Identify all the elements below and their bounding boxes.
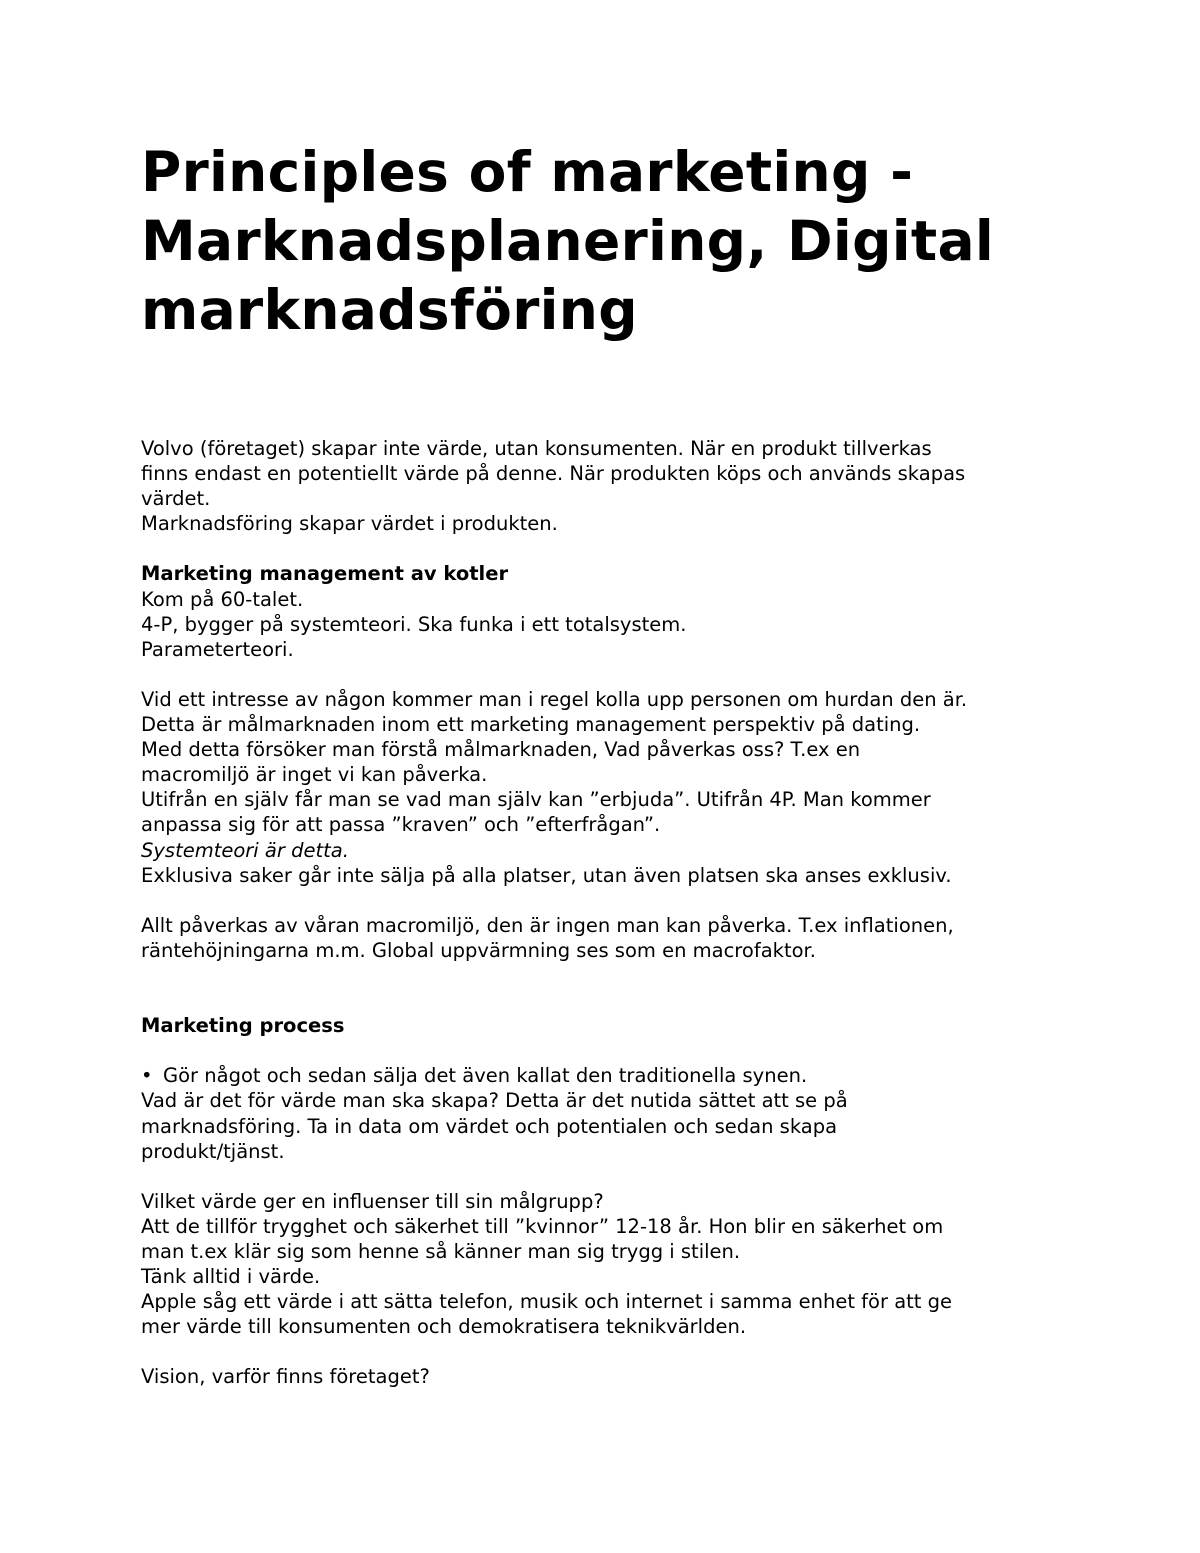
paragraph-line: Detta är målmarknaden inom ett marketing management perspektiv på dating.: [141, 713, 921, 737]
document-title: [141, 138, 1101, 345]
title-line-2: Marknadsplanering, Digital: [141, 209, 995, 273]
section-heading-marketing-process: Marketing process: [141, 1014, 345, 1038]
intro-line: finns endast en potentiellt värde på denne. När produkten köps och används skapas: [141, 462, 966, 486]
paragraph-line: Vid ett intresse av någon kommer man i regel kolla upp personen om hurdan den är.: [141, 687, 968, 711]
paragraph-line: anpassa sig för att passa ”kraven” och ”efterfrågan”.: [141, 813, 661, 837]
title-line-1: Principles of marketing -: [141, 140, 914, 204]
paragraph-line: Apple såg ett värde i att sätta telefon, musik och internet i samma enhet för att ge: [141, 1290, 953, 1314]
spacer: [141, 1339, 1101, 1364]
spacer: [141, 963, 1101, 988]
paragraph-line: Vad är det för värde man ska skapa? Detta är det nutida sättet att se på: [141, 1089, 848, 1113]
spacer: [141, 662, 1101, 687]
intro-paragraph: [141, 436, 1101, 536]
paragraph-line: Exklusiva saker går inte sälja på alla platser, utan även platsen ska anses exklusiv.: [141, 863, 952, 887]
paragraph-line: Kom på 60-talet.: [141, 587, 304, 611]
paragraph-line: Utifrån en själv får man se vad man själv kan ”erbjuda”. Utifrån 4P. Man kommer: [141, 788, 931, 812]
spacer: [141, 536, 1101, 561]
intro-line: värdet.: [141, 487, 211, 511]
paragraph-line: 4-P, bygger på systemteori. Ska funka i ett totalsystem.: [141, 612, 687, 636]
intro-line: Volvo (företaget) skapar inte värde, utan konsumenten. När en produkt tillverkas: [141, 437, 932, 460]
section-heading-marketing-management: Marketing management av kotler: [141, 562, 509, 586]
paragraph-line: Att de tillför trygghet och säkerhet till ”kvinnor” 12-18 år. Hon blir en säkerhet om: [141, 1214, 944, 1238]
bullet-icon: •: [141, 1064, 153, 1088]
spacer: [141, 988, 1101, 1013]
paragraph-line: räntehöjningarna m.m. Global uppvärmning ses som en macrofaktor.: [141, 938, 816, 962]
paragraph-line: Vilket värde ger en influenser till sin målgrupp?: [141, 1189, 604, 1213]
paragraph-line: Allt påverkas av våran macromiljö, den är ingen man kan påverka. T.ex inflationen,: [141, 913, 954, 937]
intro-line: Marknadsföring skapar värdet i produkten.: [141, 512, 558, 536]
paragraph-line: Med detta försöker man förstå målmarknaden, Vad påverkas oss? T.ex en: [141, 738, 861, 762]
paragraph-line: man t.ex klär sig som henne så känner man sig trygg i stilen.: [141, 1240, 741, 1263]
paragraph-line: produkt/tjänst.: [141, 1139, 285, 1163]
spacer: [141, 888, 1101, 913]
spacer: [141, 1164, 1101, 1189]
document-body: [141, 436, 1101, 1390]
paragraph-line: Vision, varför finns företaget?: [141, 1365, 430, 1389]
italic-line: Systemteori är detta.: [141, 838, 349, 862]
bullet-text: Gör något och sedan sälja det även kallat den traditionella synen.: [163, 1064, 808, 1088]
document-page: [141, 138, 1101, 1389]
title-line-3: marknadsföring: [141, 278, 638, 342]
paragraph-line: Parameterteori.: [141, 637, 294, 661]
paragraph-line: macromiljö är inget vi kan påverka.: [141, 763, 488, 787]
paragraph-line: Tänk alltid i värde.: [141, 1265, 321, 1289]
paragraph-line: mer värde till konsumenten och demokratisera teknikvärlden.: [141, 1315, 747, 1339]
bullet-item: [141, 1063, 1101, 1088]
spacer: [141, 1038, 1101, 1063]
paragraph-line: marknadsföring. Ta in data om värdet och potentialen och sedan skapa: [141, 1114, 838, 1138]
